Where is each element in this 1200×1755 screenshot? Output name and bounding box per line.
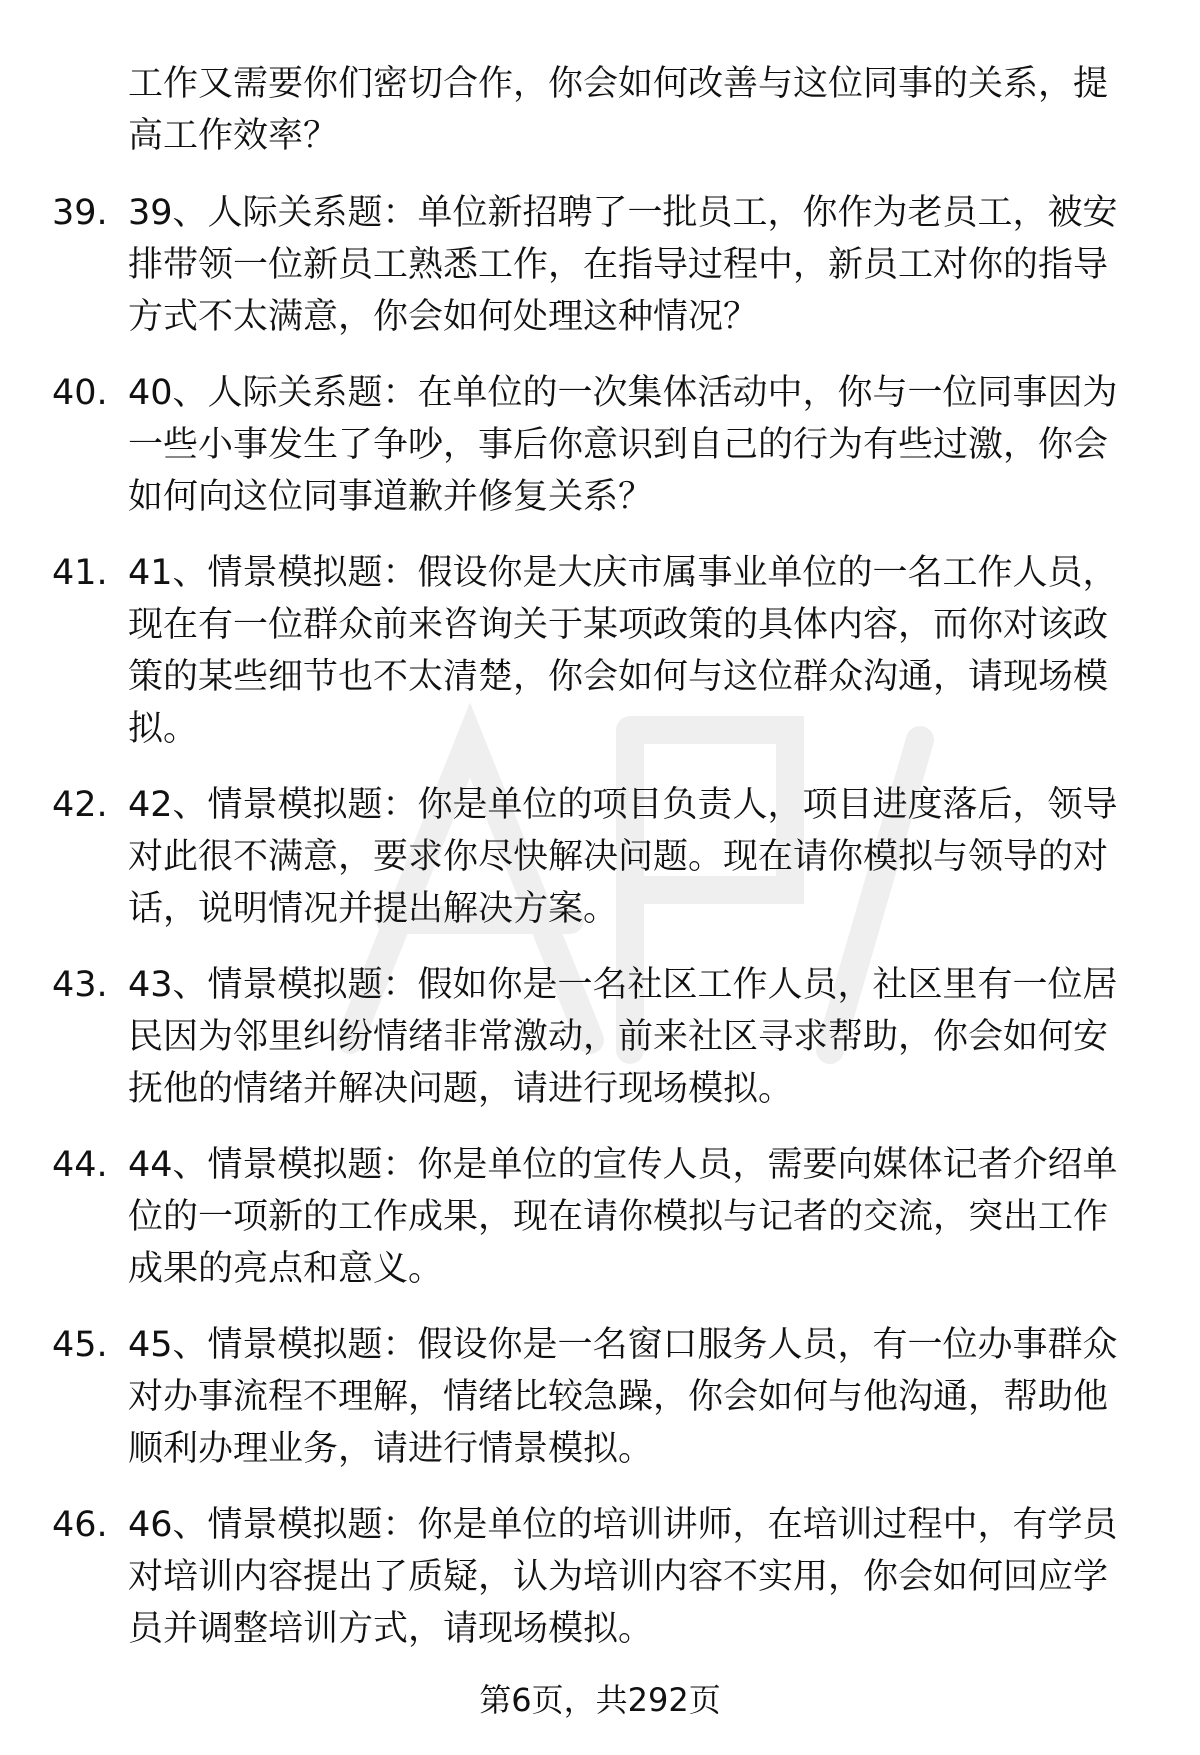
question-text: 45、情景模拟题：假设你是一名窗口服务人员，有一位办事群众对办事流程不理解，情绪比较急躁，你会如何与他沟通，帮助他顺利办理业务，请进行情景模拟。 (128, 1325, 1118, 1469)
list-item (0, 547, 1200, 755)
question-number: 42. (52, 785, 108, 825)
question-text: 42、情景模拟题：你是单位的项目负责人，项目进度落后，领导对此很不满意，要求你尽快解决问题。现在请你模拟与领导的对话，说明情况并提出解决方案。 (128, 785, 1118, 929)
question-text: 43、情景模拟题：假如你是一名社区工作人员，社区里有一位居民因为邻里纠纷情绪非常激动，前来社区寻求帮助，你会如何安抚他的情绪并解决问题，请进行现场模拟。 (128, 965, 1118, 1109)
question-text: 44、情景模拟题：你是单位的宣传人员，需要向媒体记者介绍单位的一项新的工作成果，现在请你模拟与记者的交流，突出工作成果的亮点和意义。 (128, 1145, 1118, 1289)
question-number: 40. (52, 373, 108, 413)
question-text: 46、情景模拟题：你是单位的培训讲师，在培训过程中，有学员对培训内容提出了质疑，认为培训内容不实用，你会如何回应学员并调整培训方式，请现场模拟。 (128, 1505, 1118, 1649)
continuation-text: 工作又需要你们密切合作，你会如何改善与这位同事的关系，提高工作效率？ (128, 64, 1109, 156)
question-text: 40、人际关系题：在单位的一次集体活动中，你与一位同事因为一些小事发生了争吵，事后你意识到自己的行为有些过激，你会如何向这位同事道歉并修复关系？ (128, 373, 1118, 517)
question-number: 44. (52, 1145, 108, 1185)
list-item (0, 779, 1200, 935)
question-text: 39、人际关系题：单位新招聘了一批员工，你作为老员工，被安排带领一位新员工熟悉工作，在指导过程中，新员工对你的指导方式不太满意，你会如何处理这种情况？ (128, 193, 1118, 337)
list-item (0, 959, 1200, 1115)
question-number: 46. (52, 1505, 108, 1545)
list-item (0, 187, 1200, 343)
question-number: 41. (52, 553, 108, 593)
question-number: 45. (52, 1325, 108, 1365)
question-text: 41、情景模拟题：假设你是大庆市属事业单位的一名工作人员，现在有一位群众前来咨询关于某项政策的具体内容，而你对该政策的某些细节也不太清楚，你会如何与这位群众沟通，请现场模拟。 (128, 553, 1118, 749)
page-footer: 第6页，共292页 (479, 1681, 721, 1719)
question-number: 43. (52, 965, 108, 1005)
list-item (0, 1499, 1200, 1655)
question-number: 39. (52, 193, 108, 233)
list-item (0, 1319, 1200, 1475)
question-list (0, 187, 1200, 1679)
list-item (0, 367, 1200, 523)
list-item (0, 1139, 1200, 1295)
